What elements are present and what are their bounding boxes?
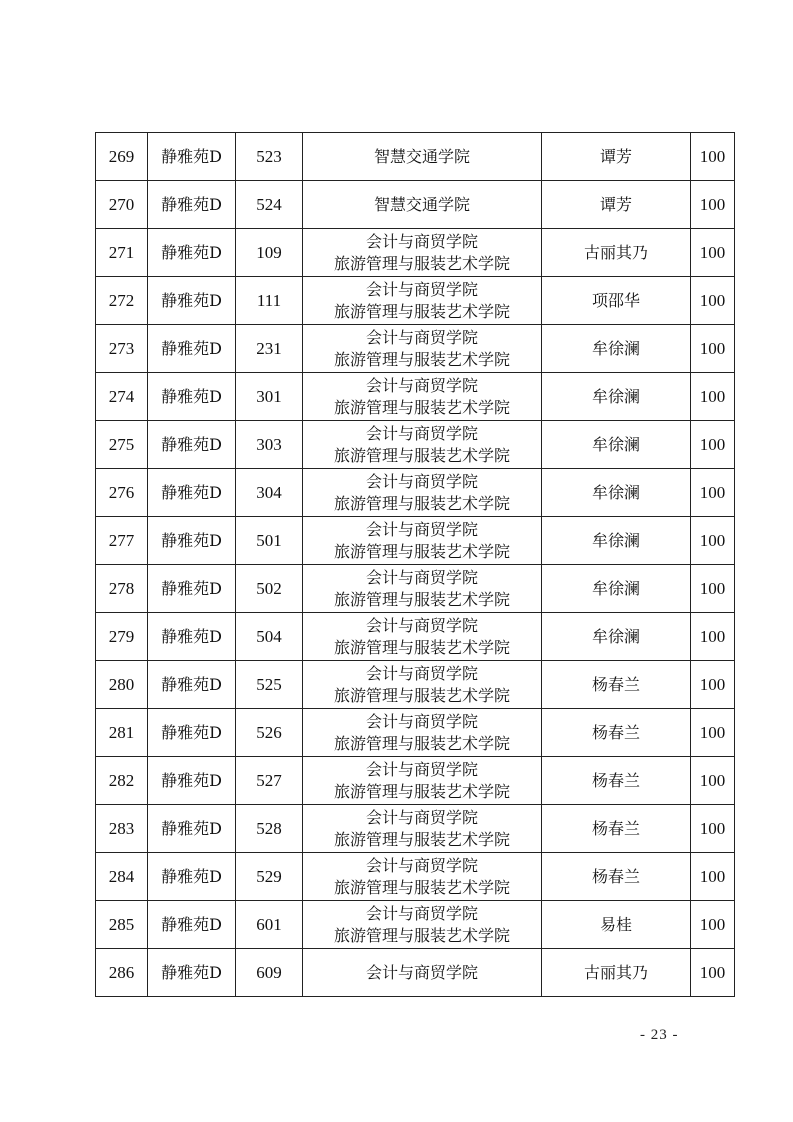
person-cell: 谭芳 — [542, 181, 691, 229]
score-cell: 100 — [691, 277, 735, 325]
row-number-cell: 285 — [96, 901, 148, 949]
room-number-cell: 301 — [236, 373, 303, 421]
room-number-cell: 609 — [236, 949, 303, 997]
college-cell — [303, 277, 542, 325]
score-cell: 100 — [691, 709, 735, 757]
table-row — [96, 805, 735, 853]
person-cell: 牟徐澜 — [542, 325, 691, 373]
table-row — [96, 277, 735, 325]
building-cell: 静雅苑D — [148, 613, 236, 661]
college-name: 旅游管理与服装艺术学院 — [333, 397, 510, 417]
building-cell: 静雅苑D — [148, 325, 236, 373]
college-cell — [303, 469, 542, 517]
college-cell — [303, 853, 542, 901]
table-row — [96, 613, 735, 661]
person-cell: 牟徐澜 — [542, 469, 691, 517]
college-name: 旅游管理与服装艺术学院 — [333, 637, 510, 657]
score-cell: 100 — [691, 229, 735, 277]
score-cell: 100 — [691, 469, 735, 517]
college-name: 智慧交通学院 — [373, 146, 470, 166]
room-number-cell: 109 — [236, 229, 303, 277]
college-cell — [303, 517, 542, 565]
building-cell: 静雅苑D — [148, 421, 236, 469]
college-cell — [303, 325, 542, 373]
person-cell: 牟徐澜 — [542, 613, 691, 661]
college-cell — [303, 229, 542, 277]
room-number-cell: 525 — [236, 661, 303, 709]
college-cell — [303, 805, 542, 853]
table-body — [96, 133, 735, 997]
score-cell: 100 — [691, 853, 735, 901]
building-cell: 静雅苑D — [148, 229, 236, 277]
college-name: 会计与商贸学院 — [365, 471, 478, 491]
table-row — [96, 373, 735, 421]
row-number-cell: 275 — [96, 421, 148, 469]
college-cell — [303, 613, 542, 661]
college-cell — [303, 565, 542, 613]
college-cell — [303, 757, 542, 805]
college-name: 会计与商贸学院 — [365, 759, 478, 779]
row-number-cell: 281 — [96, 709, 148, 757]
college-name: 会计与商贸学院 — [365, 423, 478, 443]
college-cell — [303, 133, 542, 181]
building-cell: 静雅苑D — [148, 949, 236, 997]
table-row — [96, 325, 735, 373]
college-name: 旅游管理与服装艺术学院 — [333, 589, 510, 609]
college-name: 会计与商贸学院 — [365, 567, 478, 587]
page-number: - 23 - — [640, 1027, 679, 1043]
table-row — [96, 757, 735, 805]
building-cell: 静雅苑D — [148, 517, 236, 565]
room-number-cell: 231 — [236, 325, 303, 373]
score-cell: 100 — [691, 613, 735, 661]
score-cell: 100 — [691, 325, 735, 373]
college-cell — [303, 661, 542, 709]
college-name: 会计与商贸学院 — [365, 615, 478, 635]
college-name: 会计与商贸学院 — [365, 279, 478, 299]
row-number-cell: 270 — [96, 181, 148, 229]
table-row — [96, 949, 735, 997]
score-cell: 100 — [691, 661, 735, 709]
college-name: 旅游管理与服装艺术学院 — [333, 733, 510, 753]
building-cell: 静雅苑D — [148, 373, 236, 421]
room-number-cell: 111 — [236, 277, 303, 325]
row-number-cell: 280 — [96, 661, 148, 709]
college-name: 会计与商贸学院 — [365, 807, 478, 827]
room-number-cell: 303 — [236, 421, 303, 469]
row-number-cell: 272 — [96, 277, 148, 325]
room-number-cell: 527 — [236, 757, 303, 805]
table-row — [96, 421, 735, 469]
room-number-cell: 304 — [236, 469, 303, 517]
table-row — [96, 661, 735, 709]
row-number-cell: 282 — [96, 757, 148, 805]
college-name: 会计与商贸学院 — [365, 711, 478, 731]
college-cell — [303, 949, 542, 997]
college-cell — [303, 421, 542, 469]
room-number-cell: 528 — [236, 805, 303, 853]
room-number-cell: 504 — [236, 613, 303, 661]
college-name: 会计与商贸学院 — [365, 663, 478, 683]
person-cell: 杨春兰 — [542, 661, 691, 709]
row-number-cell: 278 — [96, 565, 148, 613]
college-name: 旅游管理与服装艺术学院 — [333, 301, 510, 321]
college-name: 会计与商贸学院 — [365, 375, 478, 395]
table-row — [96, 181, 735, 229]
row-number-cell: 279 — [96, 613, 148, 661]
table-row — [96, 517, 735, 565]
building-cell: 静雅苑D — [148, 901, 236, 949]
building-cell: 静雅苑D — [148, 277, 236, 325]
building-cell: 静雅苑D — [148, 469, 236, 517]
building-cell: 静雅苑D — [148, 565, 236, 613]
building-cell: 静雅苑D — [148, 757, 236, 805]
building-cell: 静雅苑D — [148, 181, 236, 229]
building-cell: 静雅苑D — [148, 709, 236, 757]
score-cell: 100 — [691, 805, 735, 853]
table-row — [96, 229, 735, 277]
person-cell: 杨春兰 — [542, 709, 691, 757]
row-number-cell: 286 — [96, 949, 148, 997]
room-number-cell: 601 — [236, 901, 303, 949]
college-cell — [303, 373, 542, 421]
college-name: 会计与商贸学院 — [365, 903, 478, 923]
row-number-cell: 284 — [96, 853, 148, 901]
row-number-cell: 271 — [96, 229, 148, 277]
college-name: 旅游管理与服装艺术学院 — [333, 349, 510, 369]
person-cell: 杨春兰 — [542, 757, 691, 805]
person-cell: 杨春兰 — [542, 853, 691, 901]
row-number-cell: 269 — [96, 133, 148, 181]
college-name: 旅游管理与服装艺术学院 — [333, 445, 510, 465]
score-cell: 100 — [691, 181, 735, 229]
score-cell: 100 — [691, 949, 735, 997]
room-number-cell: 523 — [236, 133, 303, 181]
person-cell: 古丽其乃 — [542, 949, 691, 997]
college-cell — [303, 901, 542, 949]
person-cell: 牟徐澜 — [542, 421, 691, 469]
room-number-cell: 502 — [236, 565, 303, 613]
college-cell — [303, 181, 542, 229]
building-cell: 静雅苑D — [148, 661, 236, 709]
person-cell: 古丽其乃 — [542, 229, 691, 277]
person-cell: 杨春兰 — [542, 805, 691, 853]
person-cell: 牟徐澜 — [542, 565, 691, 613]
college-name: 会计与商贸学院 — [365, 962, 478, 982]
score-cell: 100 — [691, 133, 735, 181]
table-row — [96, 901, 735, 949]
score-cell: 100 — [691, 421, 735, 469]
score-cell: 100 — [691, 373, 735, 421]
score-cell: 100 — [691, 517, 735, 565]
room-number-cell: 501 — [236, 517, 303, 565]
college-name: 旅游管理与服装艺术学院 — [333, 829, 510, 849]
score-cell: 100 — [691, 901, 735, 949]
college-name: 旅游管理与服装艺术学院 — [333, 541, 510, 561]
person-cell: 易桂 — [542, 901, 691, 949]
college-name: 旅游管理与服装艺术学院 — [333, 253, 510, 273]
room-number-cell: 529 — [236, 853, 303, 901]
college-name: 会计与商贸学院 — [365, 855, 478, 875]
person-cell: 牟徐澜 — [542, 373, 691, 421]
dormitory-score-table-container — [95, 132, 734, 997]
college-name: 旅游管理与服装艺术学院 — [333, 685, 510, 705]
dormitory-score-table — [95, 132, 735, 997]
table-row — [96, 133, 735, 181]
room-number-cell: 524 — [236, 181, 303, 229]
person-cell: 项邵华 — [542, 277, 691, 325]
row-number-cell: 276 — [96, 469, 148, 517]
college-name: 旅游管理与服装艺术学院 — [333, 781, 510, 801]
row-number-cell: 274 — [96, 373, 148, 421]
person-cell: 牟徐澜 — [542, 517, 691, 565]
building-cell: 静雅苑D — [148, 853, 236, 901]
college-name: 旅游管理与服装艺术学院 — [333, 925, 510, 945]
building-cell: 静雅苑D — [148, 805, 236, 853]
college-name: 会计与商贸学院 — [365, 327, 478, 347]
college-cell — [303, 709, 542, 757]
table-row — [96, 469, 735, 517]
college-name: 会计与商贸学院 — [365, 519, 478, 539]
table-row — [96, 565, 735, 613]
score-cell: 100 — [691, 565, 735, 613]
row-number-cell: 273 — [96, 325, 148, 373]
college-name: 旅游管理与服装艺术学院 — [333, 877, 510, 897]
person-cell: 谭芳 — [542, 133, 691, 181]
college-name: 旅游管理与服装艺术学院 — [333, 493, 510, 513]
college-name: 智慧交通学院 — [373, 194, 470, 214]
room-number-cell: 526 — [236, 709, 303, 757]
table-row — [96, 709, 735, 757]
row-number-cell: 283 — [96, 805, 148, 853]
score-cell: 100 — [691, 757, 735, 805]
college-name: 会计与商贸学院 — [365, 231, 478, 251]
building-cell: 静雅苑D — [148, 133, 236, 181]
table-row — [96, 853, 735, 901]
row-number-cell: 277 — [96, 517, 148, 565]
